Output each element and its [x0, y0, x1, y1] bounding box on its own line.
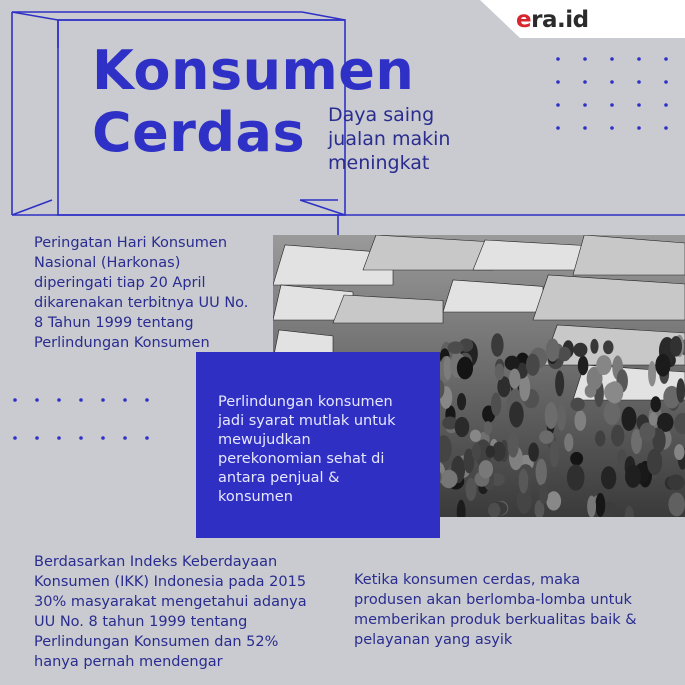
- crowd-figure: [570, 398, 584, 411]
- crowd-figure: [440, 470, 457, 488]
- text-line: antara penjual &: [218, 470, 340, 486]
- crowd-figure: [650, 396, 660, 412]
- crowd-figure: [457, 357, 473, 380]
- crowd-figure: [505, 356, 520, 371]
- crowd-figure: [604, 382, 622, 402]
- dot: [637, 103, 641, 107]
- crowd-figure: [509, 369, 520, 389]
- crowd-figure: [648, 361, 656, 386]
- dot: [13, 436, 17, 440]
- highlight-text: [218, 393, 418, 507]
- text-line: memberikan produk berkualitas baik &: [354, 612, 637, 628]
- crowd-figure: [486, 445, 495, 457]
- crowd-figure: [668, 492, 685, 516]
- crowd-figure: [655, 354, 670, 377]
- dot: [637, 80, 641, 84]
- crowd-figure: [595, 431, 605, 447]
- dot: [35, 436, 39, 440]
- stats-paragraph: [34, 552, 307, 672]
- dot: [637, 57, 641, 61]
- crowd-figure: [491, 392, 501, 416]
- crowd-figure: [564, 433, 573, 451]
- closing-paragraph: [354, 570, 637, 650]
- crowd-figure: [546, 491, 561, 510]
- crowd-figure: [557, 404, 566, 430]
- crowd-figure: [526, 354, 540, 376]
- dot: [664, 80, 668, 84]
- text-line: UU No. 8 tahun 1999 tentang: [34, 614, 248, 630]
- dot: [79, 398, 83, 402]
- text-line: 8 Tahun 1999 tentang: [34, 315, 194, 331]
- dot-pattern-left: [13, 398, 149, 440]
- dot: [101, 436, 105, 440]
- crowd-figure: [457, 393, 466, 410]
- dot: [101, 398, 105, 402]
- crowd-figure: [528, 442, 539, 461]
- crowd-figure: [603, 340, 613, 354]
- crowd-figure: [491, 333, 504, 357]
- text-line: Berdasarkan Indeks Keberdayaan: [34, 554, 278, 570]
- crowd-figure: [484, 421, 493, 435]
- crowd-figure: [546, 338, 560, 361]
- text-line: hanya pernah mendengar: [34, 654, 223, 670]
- crowd-figure: [495, 363, 504, 380]
- text-line: jadi syarat mutlak untuk: [218, 413, 396, 429]
- crowd-figure: [509, 401, 524, 427]
- dot: [13, 398, 17, 402]
- dot: [610, 126, 614, 130]
- crowd-figure: [470, 430, 481, 442]
- crowd-figure: [647, 449, 662, 476]
- logo-rest: ra.id: [531, 7, 589, 33]
- dot: [664, 126, 668, 130]
- crowd-figure: [558, 347, 571, 362]
- text-line: dikarenakan terbitnya UU No.: [34, 295, 249, 311]
- crowd-figure: [625, 465, 641, 488]
- tagline-line: meningkat: [328, 152, 430, 174]
- crowd-figure: [466, 478, 477, 501]
- crowd-figure: [590, 339, 598, 354]
- crowd-figure: [479, 460, 493, 478]
- text-line: Konsumen (IKK) Indonesia pada 2015: [34, 574, 307, 590]
- dot: [583, 57, 587, 61]
- dot: [57, 436, 61, 440]
- crowd-figure: [574, 410, 586, 431]
- dot: [57, 398, 61, 402]
- crowd-figure: [545, 402, 558, 429]
- text-line: 30% masyarakat mengetahui adanya: [34, 594, 307, 610]
- crowd-figure: [507, 432, 518, 458]
- crowd-figure: [488, 503, 500, 517]
- dot: [556, 57, 560, 61]
- crowd-figure: [567, 464, 585, 490]
- dot: [664, 57, 668, 61]
- brand-logo: [516, 7, 589, 33]
- dot: [610, 80, 614, 84]
- dot: [123, 398, 127, 402]
- text-line: Perlindungan konsumen: [218, 394, 393, 410]
- dot: [556, 103, 560, 107]
- text-line: Perlindungan Konsumen dan 52%: [34, 634, 279, 650]
- crowd-figure: [519, 469, 529, 494]
- crowd-figure: [555, 370, 564, 396]
- text-line: produsen akan berlomba-lomba untuk: [354, 592, 632, 608]
- dot: [79, 436, 83, 440]
- dot: [35, 398, 39, 402]
- crowd-figure: [604, 401, 621, 425]
- crowd-figure: [472, 443, 481, 460]
- title-line-1: Konsumen: [92, 39, 415, 102]
- text-line: mewujudkan: [218, 432, 311, 448]
- dot: [637, 126, 641, 130]
- dot: [556, 80, 560, 84]
- title-line-2: Cerdas: [92, 101, 306, 164]
- tagline-line: Daya saing: [328, 104, 435, 126]
- text-line: Perlindungan Konsumen: [34, 335, 210, 351]
- crowd-figure: [573, 343, 587, 357]
- crowd-figure: [611, 425, 624, 447]
- crowd-figure: [649, 412, 658, 426]
- dot: [610, 57, 614, 61]
- dot: [664, 103, 668, 107]
- crowd-figure: [448, 341, 464, 353]
- dot: [610, 103, 614, 107]
- crowd-figure: [550, 441, 559, 468]
- tagline: [328, 103, 450, 175]
- crowd-figure: [676, 378, 685, 403]
- text-line: Nasional (Harkonas): [34, 255, 181, 271]
- text-line: perekonomian sehat di: [218, 451, 385, 467]
- text-line: pelayanan yang asyik: [354, 632, 513, 648]
- crowd-figure: [539, 430, 554, 444]
- crowd-figure: [539, 484, 548, 504]
- dot: [583, 80, 587, 84]
- crowd-figure: [674, 444, 684, 460]
- text-line: Ketika konsumen cerdas, maka: [354, 572, 581, 588]
- crowd-figure: [670, 336, 682, 357]
- intro-paragraph: [34, 233, 248, 353]
- dot-pattern-top-right: [556, 34, 668, 130]
- crowd-figure: [587, 496, 596, 517]
- dot: [583, 126, 587, 130]
- dot: [145, 436, 149, 440]
- dot: [556, 126, 560, 130]
- crowd-figure: [621, 407, 636, 431]
- dot: [123, 436, 127, 440]
- crowd-figure: [667, 475, 684, 491]
- crowd-figure: [455, 417, 470, 437]
- crowd-figure: [595, 493, 605, 517]
- logo-mark-icon: e: [516, 7, 532, 33]
- crowd-figure: [536, 459, 547, 486]
- crowd-figure: [519, 375, 530, 402]
- dot: [145, 398, 149, 402]
- crowd-figure: [596, 355, 611, 375]
- crowd-figure: [578, 356, 589, 376]
- text-line: Peringatan Hari Konsumen: [34, 235, 228, 251]
- text-line: diperingati tiap 20 April: [34, 275, 206, 291]
- crowd-figure: [570, 452, 583, 465]
- dot: [583, 103, 587, 107]
- tagline-line: jualan makin: [328, 128, 451, 150]
- crowd-figure: [601, 466, 616, 489]
- text-line: konsumen: [218, 489, 293, 505]
